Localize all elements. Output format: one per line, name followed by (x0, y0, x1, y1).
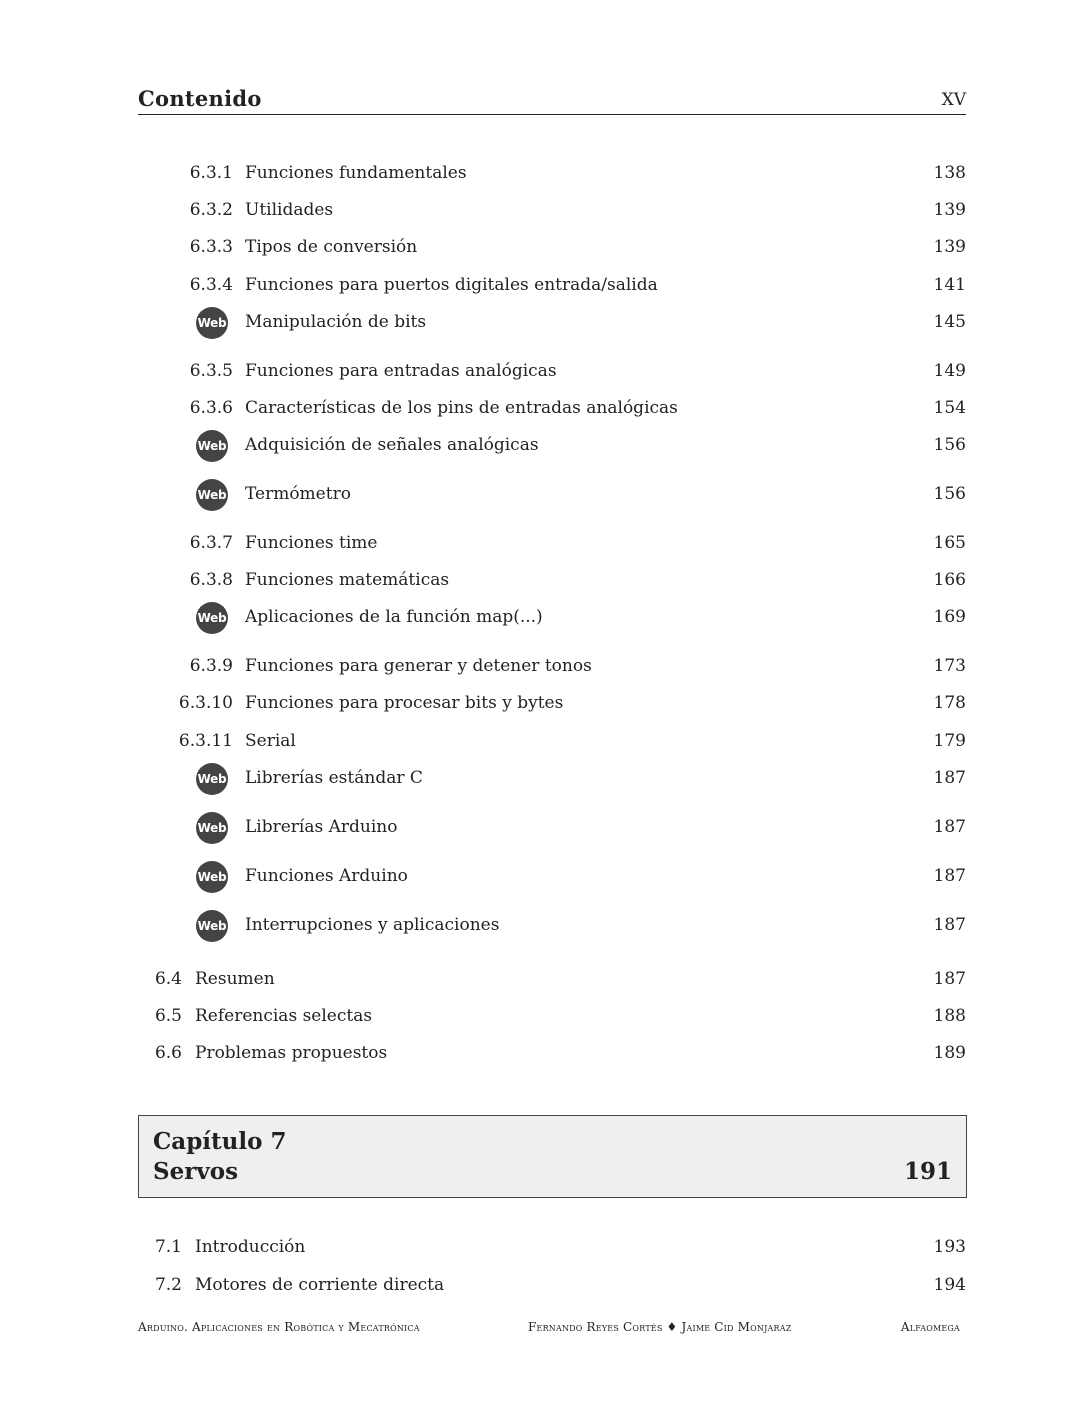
toc-entry-web (0, 484, 966, 510)
toc-entry-title: Funciones matemáticas (245, 570, 450, 590)
toc-entry (0, 237, 966, 263)
toc-entry-page: 139 (933, 237, 966, 257)
toc-entry-number: 6.3.8 (189, 570, 233, 590)
toc-entry-number: 6.3.7 (189, 533, 233, 553)
toc-entry (0, 1043, 966, 1069)
toc-entry-title: Funciones Arduino (245, 866, 408, 886)
toc-entry-title: Características de los pins de entradas analógicas (245, 398, 678, 418)
toc-entry-title: Utilidades (245, 200, 334, 220)
toc-entry-number: 6.3.10 (178, 693, 233, 713)
web-resource-icon: Web (196, 479, 228, 511)
toc-entry-web (0, 768, 966, 794)
toc-entry-page: 194 (933, 1275, 966, 1295)
web-resource-icon: Web (196, 861, 228, 893)
toc-entry-page: 187 (933, 768, 966, 788)
toc-entry-page: 187 (933, 969, 966, 989)
chapter-page: 191 (903, 1158, 952, 1185)
toc-entry-title: Manipulación de bits (245, 312, 427, 332)
toc-entry (0, 1006, 966, 1032)
toc-entry-title: Funciones para puertos digitales entrada/salida (245, 275, 658, 295)
toc-entry-title: Aplicaciones de la función map(...) (245, 607, 543, 627)
toc-entry-title: Tipos de conversión (245, 237, 418, 257)
toc-entry-page: 156 (933, 484, 966, 504)
toc-entry-number: 6.3.4 (189, 275, 233, 295)
toc-entry-title: Problemas propuestos (195, 1043, 388, 1063)
toc-entry-title: Librerías Arduino (245, 817, 398, 837)
toc-entry (0, 398, 966, 424)
toc-entry-number: 6.3.6 (189, 398, 233, 418)
toc-entry-number: 6.3.3 (189, 237, 233, 257)
toc-entry-number: 6.3.9 (189, 656, 233, 676)
toc-entry-page: 187 (933, 817, 966, 837)
toc-entry-title: Funciones time (245, 533, 378, 553)
web-resource-icon: Web (196, 430, 228, 462)
toc-entry (0, 731, 966, 757)
toc-entry-page: 193 (933, 1237, 966, 1257)
toc-entry-web (0, 312, 966, 338)
toc-entry-title: Motores de corriente directa (195, 1275, 445, 1295)
footer-book-title: Arduino. Aplicaciones en Robótica y Mecatrónica (138, 1320, 420, 1334)
toc-entry-page: 169 (933, 607, 966, 627)
footer-publisher: Alfaomega (900, 1320, 960, 1334)
toc-entry-page: 149 (933, 361, 966, 381)
toc-entry-number: 6.6 (154, 1043, 182, 1063)
toc-entry-title: Funciones para entradas analógicas (245, 361, 557, 381)
toc-entry (0, 163, 966, 189)
running-title: Contenido (138, 86, 262, 111)
toc-entry-page: 139 (933, 200, 966, 220)
toc-entry (0, 275, 966, 301)
toc-entry-number: 6.4 (154, 969, 182, 989)
toc-entry-number: 6.3.11 (178, 731, 233, 751)
chapter-heading (138, 1115, 967, 1198)
toc-entry (0, 1275, 966, 1301)
toc-entry (0, 200, 966, 226)
toc-entry-title: Resumen (195, 969, 275, 989)
toc-entry-number: 7.2 (154, 1275, 182, 1295)
toc-entry-web (0, 435, 966, 461)
toc-entry-page: 156 (933, 435, 966, 455)
toc-entry-page: 173 (933, 656, 966, 676)
toc-entry-page: 145 (933, 312, 966, 332)
toc-entry-title: Termómetro (245, 484, 351, 504)
toc-entry-title: Librerías estándar C (245, 768, 423, 788)
toc-entry-web (0, 866, 966, 892)
page-header (138, 84, 966, 115)
toc-entry-page: 165 (933, 533, 966, 553)
toc-entry-title: Referencias selectas (195, 1006, 373, 1026)
toc-entry (0, 570, 966, 596)
toc-entry-page: 187 (933, 915, 966, 935)
toc-entry-title: Adquisición de señales analógicas (245, 435, 539, 455)
web-resource-icon: Web (196, 307, 228, 339)
toc-entry-page: 189 (933, 1043, 966, 1063)
toc-entry (0, 533, 966, 559)
toc-entry (0, 361, 966, 387)
web-resource-icon: Web (196, 602, 228, 634)
toc-entry-number: 6.3.2 (189, 200, 233, 220)
toc-entry-number: 6.5 (154, 1006, 182, 1026)
web-resource-icon: Web (196, 812, 228, 844)
toc-entry (0, 656, 966, 682)
toc-entry-page: 188 (933, 1006, 966, 1026)
toc-entry-page: 141 (933, 275, 966, 295)
toc-entry-page: 138 (933, 163, 966, 183)
toc-entry (0, 693, 966, 719)
toc-entry (0, 969, 966, 995)
toc-entry-web (0, 607, 966, 633)
page-number: XV (941, 90, 966, 110)
toc-entry-number: 6.3.1 (189, 163, 233, 183)
toc-entry-title: Funciones para generar y detener tonos (245, 656, 592, 676)
toc-entry-page: 154 (933, 398, 966, 418)
toc-entry-page: 178 (933, 693, 966, 713)
toc-entry-title: Funciones fundamentales (245, 163, 467, 183)
toc-entry-title: Interrupciones y aplicaciones (245, 915, 500, 935)
toc-entry-title: Introducción (195, 1237, 306, 1257)
chapter-title: Servos (153, 1158, 239, 1185)
chapter-label: Capítulo 7 (153, 1128, 287, 1155)
toc-entry-page: 179 (933, 731, 966, 751)
web-resource-icon: Web (196, 763, 228, 795)
toc-entry-web (0, 915, 966, 941)
toc-entry-title: Funciones para procesar bits y bytes (245, 693, 564, 713)
toc-entry-number: 7.1 (154, 1237, 182, 1257)
toc-entry-number: 6.3.5 (189, 361, 233, 381)
toc-entry-page: 166 (933, 570, 966, 590)
footer-authors: Fernando Reyes Cortés ♦ Jaime Cid Monjaraz (528, 1320, 792, 1334)
toc-entry-web (0, 817, 966, 843)
toc-entry-title: Serial (245, 731, 296, 751)
toc-entry-page: 187 (933, 866, 966, 886)
toc-entry (0, 1237, 966, 1263)
web-resource-icon: Web (196, 910, 228, 942)
